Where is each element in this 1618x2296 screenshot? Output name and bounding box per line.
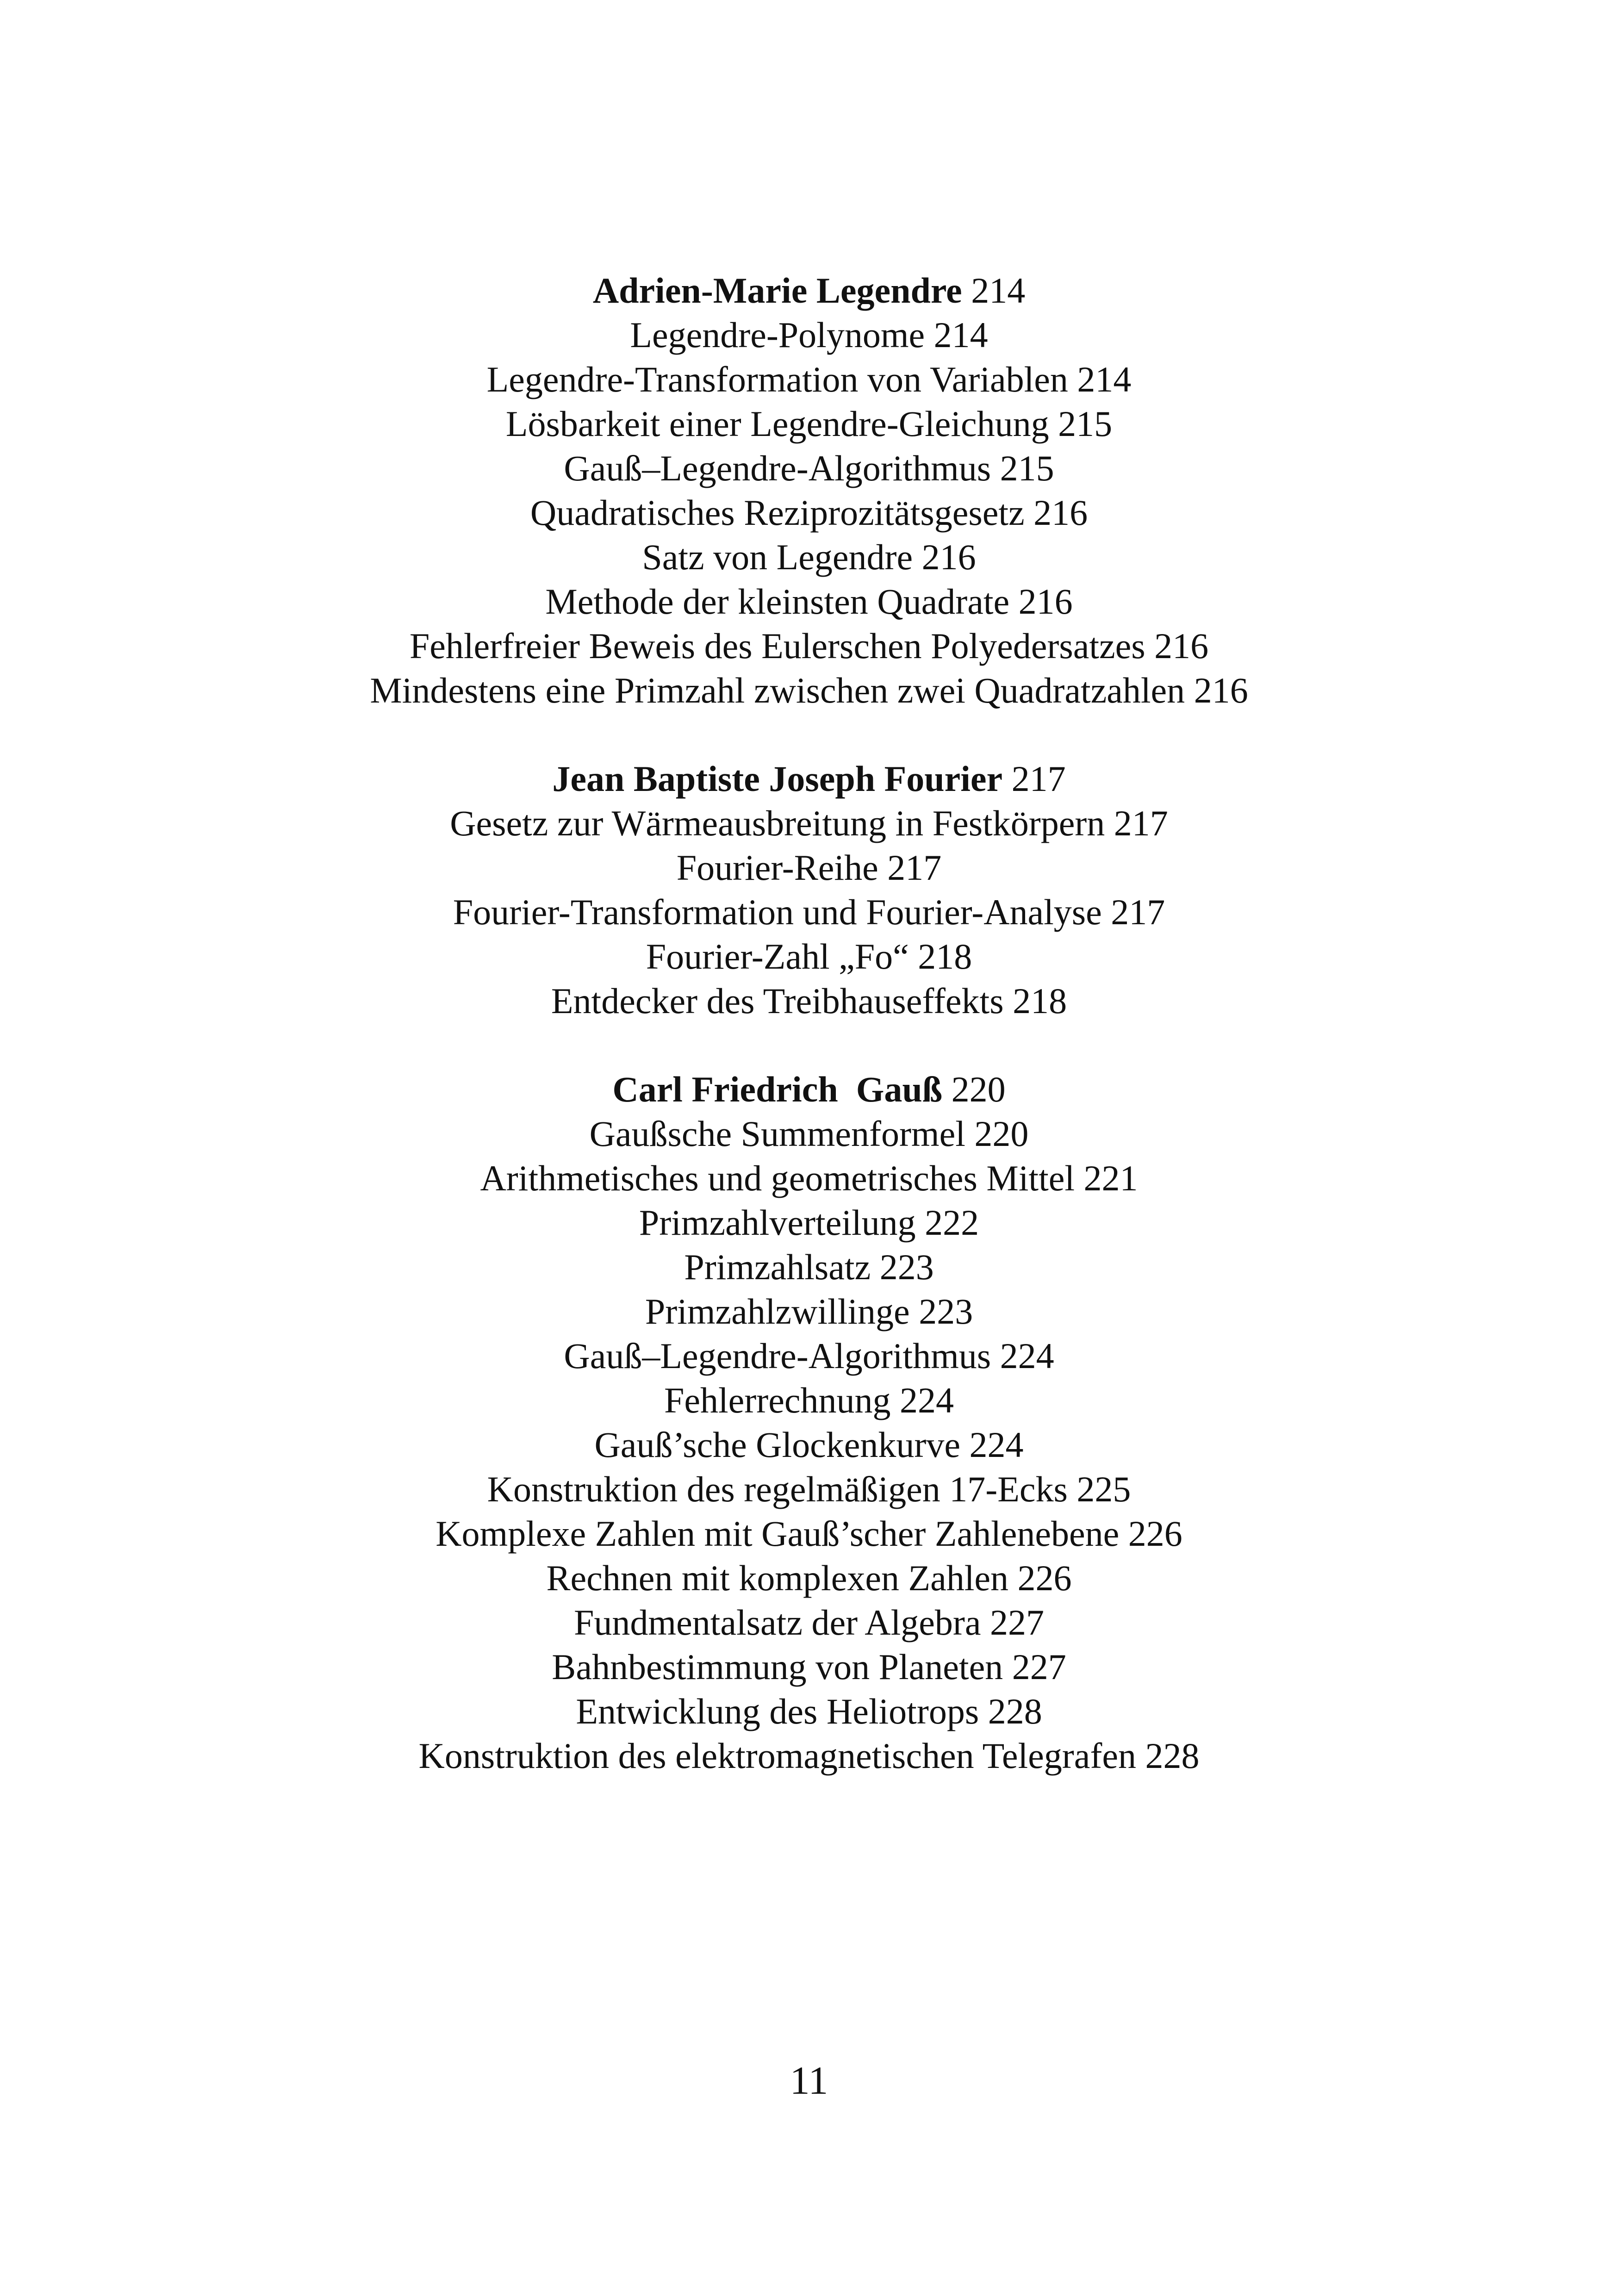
section-heading xyxy=(0,757,1618,801)
toc-entry xyxy=(0,1112,1618,1156)
section-heading-page: 217 xyxy=(1011,759,1066,799)
toc-entry-title: Gauß–Legendre-Algorithmus xyxy=(564,1336,991,1376)
toc-entry-title: Fourier-Transformation und Fourier-Analyse xyxy=(453,892,1102,932)
toc-entry xyxy=(0,1689,1618,1734)
section-heading-name: Carl Friedrich Gauß xyxy=(612,1069,943,1109)
toc-entry-title: Lösbarkeit einer Legendre-Gleichung xyxy=(505,404,1049,444)
toc-section-fourier xyxy=(0,757,1618,1023)
toc-entry-page: 217 xyxy=(887,847,942,888)
toc-entry-page: 228 xyxy=(988,1691,1042,1731)
toc-entry-page: 216 xyxy=(1154,626,1209,666)
toc-entry xyxy=(0,1156,1618,1201)
toc-entry xyxy=(0,624,1618,668)
toc-entry-page: 216 xyxy=(921,537,976,577)
toc-entry-page: 214 xyxy=(1077,359,1132,399)
toc-entry-title: Quadratisches Reziprozitätsgesetz xyxy=(530,492,1025,533)
toc-entry xyxy=(0,1600,1618,1645)
toc-entry-title: Rechnen mit komplexen Zahlen xyxy=(546,1558,1009,1598)
toc-entry-page: 225 xyxy=(1077,1469,1131,1509)
toc-entry-page: 226 xyxy=(1017,1558,1072,1598)
toc-entry-page: 224 xyxy=(1000,1336,1054,1376)
toc-entry-title: Primzahlverteilung xyxy=(639,1202,916,1243)
toc-entry-title: Fehlerrechnung xyxy=(664,1380,891,1420)
toc-entry xyxy=(0,1378,1618,1423)
page-number: 11 xyxy=(790,2058,828,2103)
section-heading-name: Adrien-Marie Legendre xyxy=(592,270,962,311)
toc-entry xyxy=(0,1467,1618,1512)
toc-entry xyxy=(0,1201,1618,1245)
toc-entry-page: 224 xyxy=(969,1425,1024,1465)
toc-entry xyxy=(0,979,1618,1023)
toc-entry-title: Primzahlzwillinge xyxy=(645,1291,910,1332)
toc-entry xyxy=(0,1334,1618,1378)
toc-entry-title: Entwicklung des Heliotrops xyxy=(576,1691,979,1731)
toc-entry-page: 214 xyxy=(933,315,988,355)
toc-entry-title: Gaußsche Summenformel xyxy=(589,1114,965,1154)
toc-entry-title: Konstruktion des regelmäßigen 17-Ecks xyxy=(487,1469,1068,1509)
toc-entry xyxy=(0,491,1618,535)
toc-entry-page: 227 xyxy=(1012,1647,1066,1687)
toc-entry-title: Legendre-Polynome xyxy=(630,315,925,355)
toc-section-gauss xyxy=(0,1067,1618,1778)
toc-entry-title: Fourier-Reihe xyxy=(676,847,878,888)
toc-entry-title: Fourier-Zahl „Fo“ xyxy=(646,936,909,977)
toc-entry xyxy=(0,1556,1618,1600)
toc-entry-title: Entdecker des Treibhauseffekts xyxy=(551,981,1004,1021)
toc-entry-title: Gesetz zur Wärmeausbreitung in Festkörpern xyxy=(450,803,1105,843)
toc-entry-page: 221 xyxy=(1083,1158,1138,1198)
toc-entry xyxy=(0,1645,1618,1689)
toc-entry xyxy=(0,1512,1618,1556)
toc-entry xyxy=(0,668,1618,713)
toc-entry-title: Fehlerfreier Beweis des Eulerschen Polyedersatzes xyxy=(409,626,1145,666)
toc-entry xyxy=(0,313,1618,357)
toc-entry-title: Gauß’sche Glockenkurve xyxy=(594,1425,961,1465)
toc-entry-title: Primzahlsatz xyxy=(684,1247,871,1287)
toc-entry-title: Arithmetisches und geometrisches Mittel xyxy=(480,1158,1075,1198)
toc-entry xyxy=(0,535,1618,579)
toc-entry-title: Gauß–Legendre-Algorithmus xyxy=(564,448,991,488)
toc-entry xyxy=(0,801,1618,846)
section-heading xyxy=(0,1067,1618,1112)
toc-entry xyxy=(0,846,1618,890)
table-of-contents xyxy=(0,268,1618,1822)
toc-entry-page: 216 xyxy=(1033,492,1088,533)
section-heading xyxy=(0,268,1618,313)
toc-entry xyxy=(0,357,1618,402)
toc-entry-page: 222 xyxy=(925,1202,979,1243)
toc-entry xyxy=(0,1423,1618,1467)
toc-entry-title: Mindestens eine Primzahl zwischen zwei Quadratzahlen xyxy=(370,670,1185,710)
toc-entry-title: Konstruktion des elektromagnetischen Telegrafen xyxy=(418,1736,1136,1776)
toc-entry-page: 226 xyxy=(1128,1513,1182,1554)
toc-entry-title: Legendre-Transformation von Variablen xyxy=(486,359,1068,399)
toc-entry xyxy=(0,579,1618,624)
toc-entry-page: 217 xyxy=(1114,803,1168,843)
section-heading-name: Jean Baptiste Joseph Fourier xyxy=(552,759,1003,799)
toc-entry-page: 218 xyxy=(918,936,972,977)
toc-entry-title: Satz von Legendre xyxy=(642,537,913,577)
toc-entry-title: Bahnbestimmung von Planeten xyxy=(552,1647,1003,1687)
toc-entry-title: Komplexe Zahlen mit Gauß’scher Zahlenebene xyxy=(436,1513,1120,1554)
toc-entry xyxy=(0,890,1618,934)
toc-entry xyxy=(0,402,1618,446)
toc-entry-page: 218 xyxy=(1013,981,1067,1021)
toc-section-legendre xyxy=(0,268,1618,713)
toc-entry-page: 227 xyxy=(989,1602,1044,1643)
toc-entry xyxy=(0,1289,1618,1334)
toc-entry-page: 228 xyxy=(1145,1736,1200,1776)
toc-entry xyxy=(0,934,1618,979)
toc-entry-page: 223 xyxy=(919,1291,973,1332)
toc-entry-page: 224 xyxy=(899,1380,954,1420)
toc-entry-page: 215 xyxy=(1000,448,1054,488)
toc-entry-page: 216 xyxy=(1018,581,1073,622)
section-heading-page: 220 xyxy=(951,1069,1006,1109)
toc-entry xyxy=(0,446,1618,491)
toc-entry xyxy=(0,1734,1618,1778)
toc-entry-page: 223 xyxy=(879,1247,934,1287)
toc-entry-title: Methode der kleinsten Quadrate xyxy=(545,581,1010,622)
toc-entry-page: 215 xyxy=(1058,404,1113,444)
toc-entry-page: 220 xyxy=(974,1114,1029,1154)
toc-entry-title: Fundmentalsatz der Algebra xyxy=(574,1602,981,1643)
toc-entry-page: 216 xyxy=(1194,670,1248,710)
toc-entry-page: 217 xyxy=(1111,892,1165,932)
toc-entry xyxy=(0,1245,1618,1289)
section-heading-page: 214 xyxy=(971,270,1026,311)
